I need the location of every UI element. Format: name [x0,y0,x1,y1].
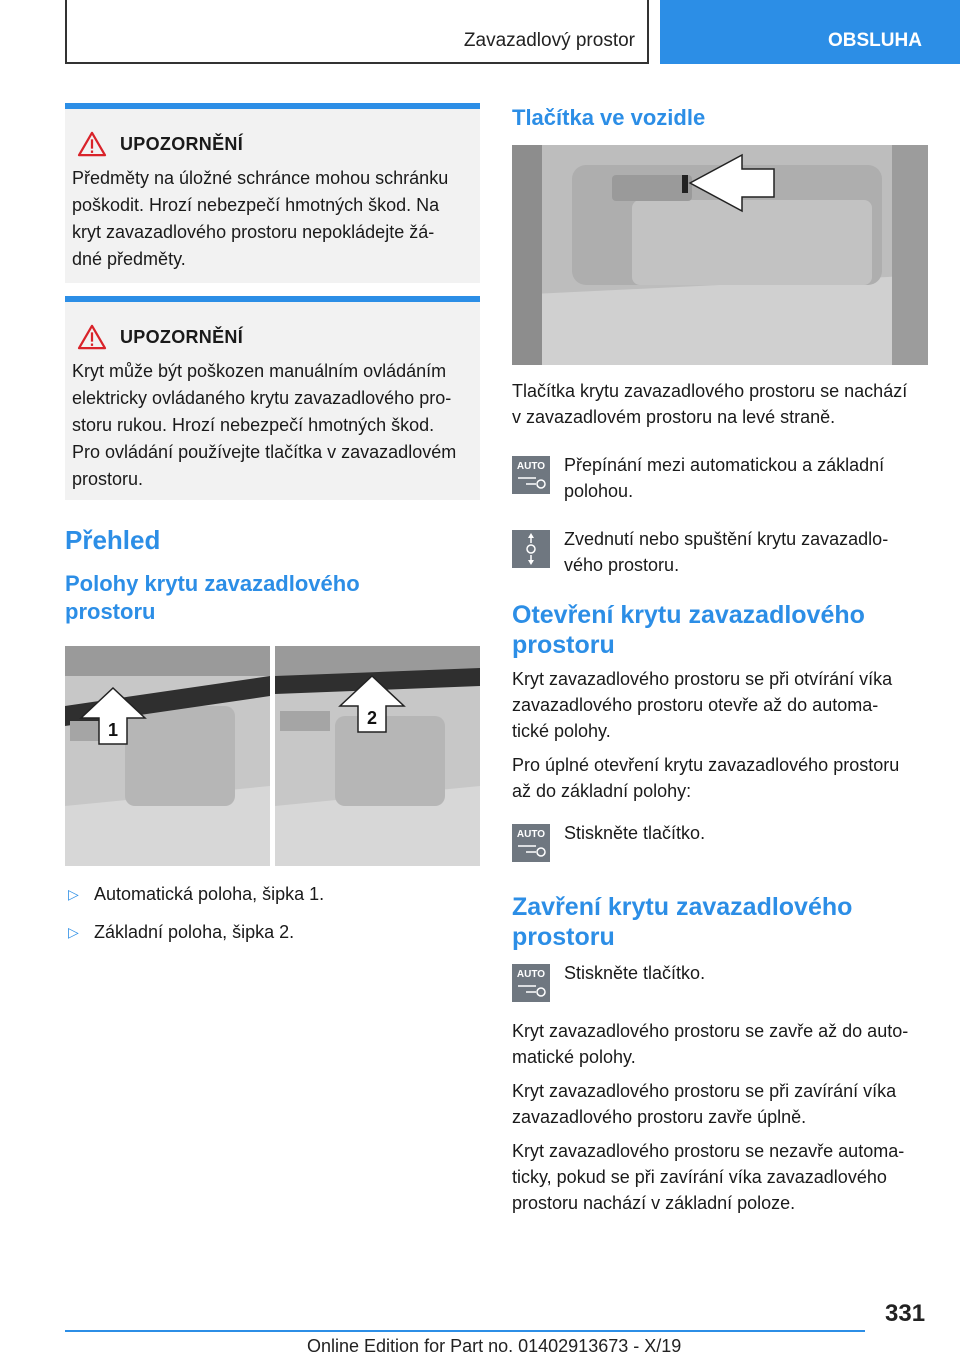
text-line: v zavazadlovém prostoru na levé straně. [512,407,836,427]
callout-number-2: 2 [366,708,378,728]
auto-icon-label: AUTO [516,461,546,472]
footer-edition: Online Edition for Part no. 01402913673 - X/19 [307,1336,682,1356]
section-label: OBSLUHA [828,30,922,51]
text-line: Kryt zavazadlového prostoru se nezavře automa- [512,1141,905,1161]
callout-number-1: 1 [107,720,119,740]
text-line: Zvednutí nebo spuštění krytu zavazadlo- [564,529,889,549]
list-item-text: Základní poloha, šipka 2. [94,922,295,942]
open-action-text: Stiskněte tlačítko. [564,823,706,843]
warning-line: Předměty na úložné schránce mohou schránku [72,168,449,188]
heading-line: Zavření krytu zavazadlového [512,893,853,921]
close-cover-heading [512,892,928,952]
warning-box-1 [65,103,480,283]
open-cover-heading [512,600,928,660]
text-line: Pro úplné otevření krytu zavazadlového prostoru [512,755,900,775]
left-column [65,103,480,956]
warning-line: elektricky ovládaného krytu zavazadlového pro- [72,388,452,408]
right-column [512,103,928,1216]
warning-line: storu rukou. Hrozí nebezpečí hmotných škod. [72,415,435,435]
heading-line: prostoru [512,631,615,659]
footer-divider [65,1330,865,1332]
list-item [65,918,480,946]
auto-button-description [564,452,884,504]
auto-icon-label: AUTO [516,829,546,840]
basic-position-photo [275,646,480,866]
warning-line: poškodit. Hrozí nebezpečí hmotných škod. Na [72,195,440,215]
text-line: tické polohy. [512,721,611,741]
header-title-box [65,0,649,64]
text-line: vého prostoru. [564,555,680,575]
overview-heading: Přehled [65,525,161,555]
close-paragraph-3 [512,1138,928,1216]
warning-line: dné předměty. [72,249,186,269]
open-paragraph-2 [512,752,928,804]
warning-title: UPOZORNĚNÍ [120,326,244,347]
chapter-title: Zavazadlový prostor [463,30,635,51]
warning-line: Pro ovládání používejte tlačítka v zavazadlovém [72,442,457,462]
heading-line: prostoru [512,923,615,951]
text-line: ticky, pokud se při zavírání víka zavazadlového [512,1167,887,1187]
warning-line: prostoru. [72,469,144,489]
auto-button-icon [512,964,550,1002]
list-item-text: Automatická poloha, šipka 1. [94,884,325,904]
heading-line: Otevření krytu zavazadlového [512,601,865,629]
up-down-button-description [564,526,888,578]
text-line: prostoru nachází v základní poloze. [512,1193,796,1213]
text-line: Kryt zavazadlového prostoru se při otvírání víka [512,669,893,689]
list-item [65,880,480,908]
bullet-triangle-icon: ▷ [68,886,79,902]
close-paragraph-1 [512,1018,928,1070]
text-line: Tlačítka krytu zavazadlového prostoru se nachází [512,381,908,401]
text-line: Přepínání mezi automatickou a základní [564,455,885,475]
cover-position-photos [65,646,480,866]
close-action-row [512,960,928,1002]
text-line: zavazadlového prostoru otevře až do automa- [512,695,879,715]
warning-triangle-icon [76,131,108,157]
header-section-tab [660,0,960,64]
auto-button-icon [512,456,550,494]
open-action-row [512,820,928,862]
warning-text [72,165,472,273]
up-down-button-icon [512,530,550,568]
text-line: Kryt zavazadlového prostoru se zavře až do auto- [512,1021,909,1041]
text-line: Kryt zavazadlového prostoru se při zavírání víka [512,1081,897,1101]
open-paragraph-1 [512,666,928,744]
subheading-line: Polohy krytu zavazadlového [65,571,360,596]
automatic-position-photo [65,646,270,866]
close-paragraph-2 [512,1078,928,1130]
up-down-button-row [512,526,928,578]
auto-button-row [512,452,928,504]
text-line: zavazadlového prostoru zavře úplně. [512,1107,807,1127]
subheading-line: prostoru [65,599,156,624]
buttons-heading: Tlačítka ve vozidle [512,105,706,130]
warning-box-2 [65,296,480,500]
auto-button-icon [512,824,550,862]
buttons-location-photo [512,145,928,365]
text-line: až do základní polohy: [512,781,692,801]
text-line: polohou. [564,481,634,501]
bullet-triangle-icon: ▷ [68,924,79,940]
buttons-description [512,378,928,430]
page-number: 331 [885,1300,926,1327]
warning-line: kryt zavazadlového prostoru nepokládejte žá- [72,222,435,242]
close-action-text: Stiskněte tlačítko. [564,963,706,983]
text-line: matické polohy. [512,1047,636,1067]
warning-title: UPOZORNĚNÍ [120,133,244,154]
auto-icon-label: AUTO [516,969,546,980]
warning-line: Kryt může být poškozen manuálním ovládáním [72,361,447,381]
position-list [65,880,480,946]
positions-subheading [65,570,480,626]
warning-triangle-icon [76,324,108,350]
warning-text [72,358,472,493]
